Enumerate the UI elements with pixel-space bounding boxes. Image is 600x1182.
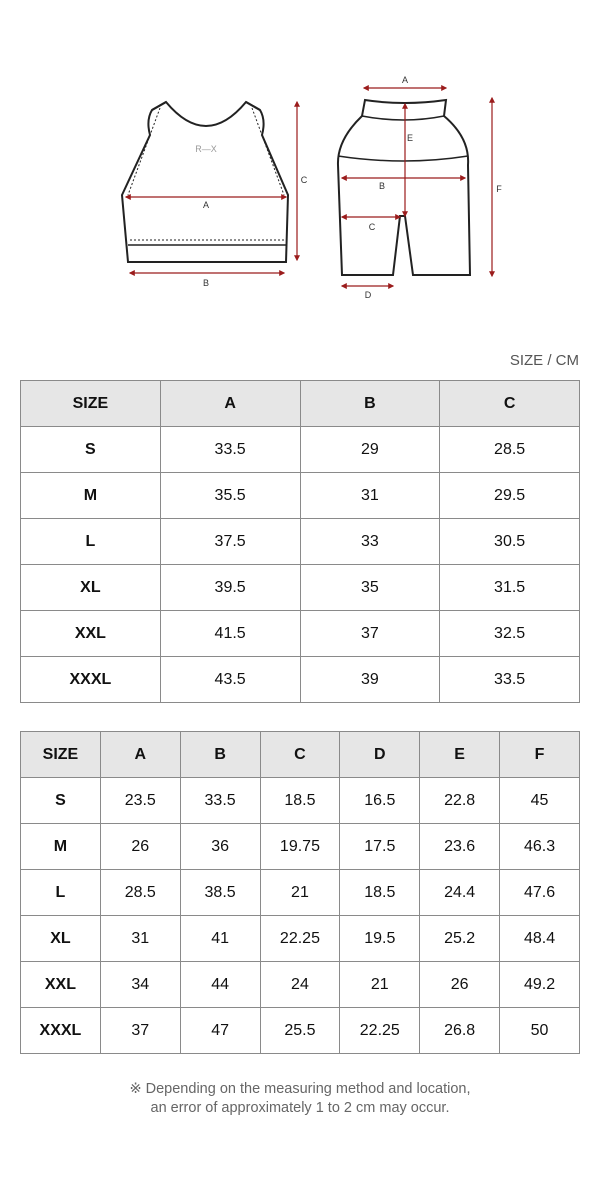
table-cell: 44 — [180, 962, 260, 1008]
table-row — [21, 916, 580, 962]
table-cell: 47 — [180, 1008, 260, 1054]
table-cell: 35.5 — [160, 473, 300, 519]
unit-label: SIZE / CM — [509, 352, 579, 369]
table-cell: 28.5 — [100, 870, 180, 916]
table-row — [21, 824, 580, 870]
header-a: A — [100, 732, 180, 778]
table-cell: 24 — [260, 962, 340, 1008]
table-cell: 37 — [100, 1008, 180, 1054]
bottom-garment — [338, 75, 502, 300]
table-cell: 26 — [420, 962, 500, 1008]
header-b: B — [300, 381, 440, 427]
header-a: A — [160, 381, 300, 427]
table-cell: 17.5 — [340, 824, 420, 870]
table-row — [21, 870, 580, 916]
table-cell: 36 — [180, 824, 260, 870]
table-cell: 41 — [180, 916, 260, 962]
size-cell: XL — [21, 916, 101, 962]
header-d: D — [340, 732, 420, 778]
table-cell: 21 — [260, 870, 340, 916]
header-e: E — [420, 732, 500, 778]
header-b: B — [180, 732, 260, 778]
top-label-a: A — [202, 200, 210, 210]
header-size: SIZE — [21, 732, 101, 778]
table-cell: 38.5 — [180, 870, 260, 916]
top-size-table — [20, 380, 580, 703]
table-cell: 47.6 — [500, 870, 580, 916]
table-header-row — [21, 381, 580, 427]
table-cell: 24.4 — [420, 870, 500, 916]
table-cell: 35 — [300, 565, 440, 611]
table-cell: 19.5 — [340, 916, 420, 962]
table-cell: 22.25 — [260, 916, 340, 962]
table-cell: 18.5 — [260, 778, 340, 824]
size-cell: XXXL — [21, 657, 161, 703]
table-cell: 30.5 — [440, 519, 580, 565]
table-cell: 33.5 — [180, 778, 260, 824]
table-cell: 37.5 — [160, 519, 300, 565]
header-c: C — [440, 381, 580, 427]
table-cell: 23.6 — [420, 824, 500, 870]
table-cell: 34 — [100, 962, 180, 1008]
table-cell: 33.5 — [440, 657, 580, 703]
table-cell: 23.5 — [100, 778, 180, 824]
note-line-2: an error of approximately 1 to 2 cm may occur. — [150, 1100, 450, 1116]
top-label-c: C — [300, 175, 308, 185]
table-cell: 25.2 — [420, 916, 500, 962]
table-cell: 31.5 — [440, 565, 580, 611]
table-row — [21, 962, 580, 1008]
size-cell: S — [21, 778, 101, 824]
table-cell: 26.8 — [420, 1008, 500, 1054]
table-cell: 50 — [500, 1008, 580, 1054]
table-cell: 19.75 — [260, 824, 340, 870]
table-cell: 41.5 — [160, 611, 300, 657]
table-row — [21, 611, 580, 657]
table-row — [21, 1008, 580, 1054]
table-cell: 33 — [300, 519, 440, 565]
table-cell: 39.5 — [160, 565, 300, 611]
size-cell: S — [21, 427, 161, 473]
size-cell: XXXL — [21, 1008, 101, 1054]
garment-illustration — [0, 0, 600, 340]
table-cell: 29.5 — [440, 473, 580, 519]
bottom-label-e: E — [406, 133, 414, 143]
table-cell: 28.5 — [440, 427, 580, 473]
table-header-row — [21, 732, 580, 778]
top-garment — [122, 102, 308, 288]
size-cell: L — [21, 519, 161, 565]
bottom-size-table — [20, 731, 580, 1054]
table-row — [21, 519, 580, 565]
table-cell: 26 — [100, 824, 180, 870]
size-cell: M — [21, 473, 161, 519]
table-cell: 21 — [340, 962, 420, 1008]
table-cell: 22.8 — [420, 778, 500, 824]
header-f: F — [500, 732, 580, 778]
table-cell: 22.25 — [340, 1008, 420, 1054]
table-cell: 46.3 — [500, 824, 580, 870]
table-row — [21, 657, 580, 703]
table-row — [21, 565, 580, 611]
table-cell: 48.4 — [500, 916, 580, 962]
table-cell: 29 — [300, 427, 440, 473]
size-cell: XL — [21, 565, 161, 611]
size-cell: XXL — [21, 611, 161, 657]
table-cell: 43.5 — [160, 657, 300, 703]
table-cell: 32.5 — [440, 611, 580, 657]
bottom-label-b: B — [378, 181, 386, 191]
header-size: SIZE — [21, 381, 161, 427]
table-cell: 31 — [100, 916, 180, 962]
bottom-label-f: F — [496, 184, 502, 194]
bottom-label-d: D — [364, 290, 372, 300]
measurement-note — [0, 1080, 600, 1118]
top-logo: R—X — [195, 144, 217, 154]
size-cell: XXL — [21, 962, 101, 1008]
size-cell: M — [21, 824, 101, 870]
table-row — [21, 473, 580, 519]
table-cell: 18.5 — [340, 870, 420, 916]
table-cell: 25.5 — [260, 1008, 340, 1054]
table-cell: 37 — [300, 611, 440, 657]
table-row — [21, 427, 580, 473]
table-cell: 45 — [500, 778, 580, 824]
top-label-b: B — [202, 278, 210, 288]
bottom-label-a: A — [401, 75, 409, 85]
note-line-1: ※ Depending on the measuring method and location, — [129, 1081, 471, 1097]
header-c: C — [260, 732, 340, 778]
table-cell: 39 — [300, 657, 440, 703]
table-row — [21, 778, 580, 824]
table-cell: 49.2 — [500, 962, 580, 1008]
table-cell: 31 — [300, 473, 440, 519]
size-cell: L — [21, 870, 101, 916]
table-cell: 16.5 — [340, 778, 420, 824]
table-cell: 33.5 — [160, 427, 300, 473]
bottom-label-c: C — [368, 222, 376, 232]
